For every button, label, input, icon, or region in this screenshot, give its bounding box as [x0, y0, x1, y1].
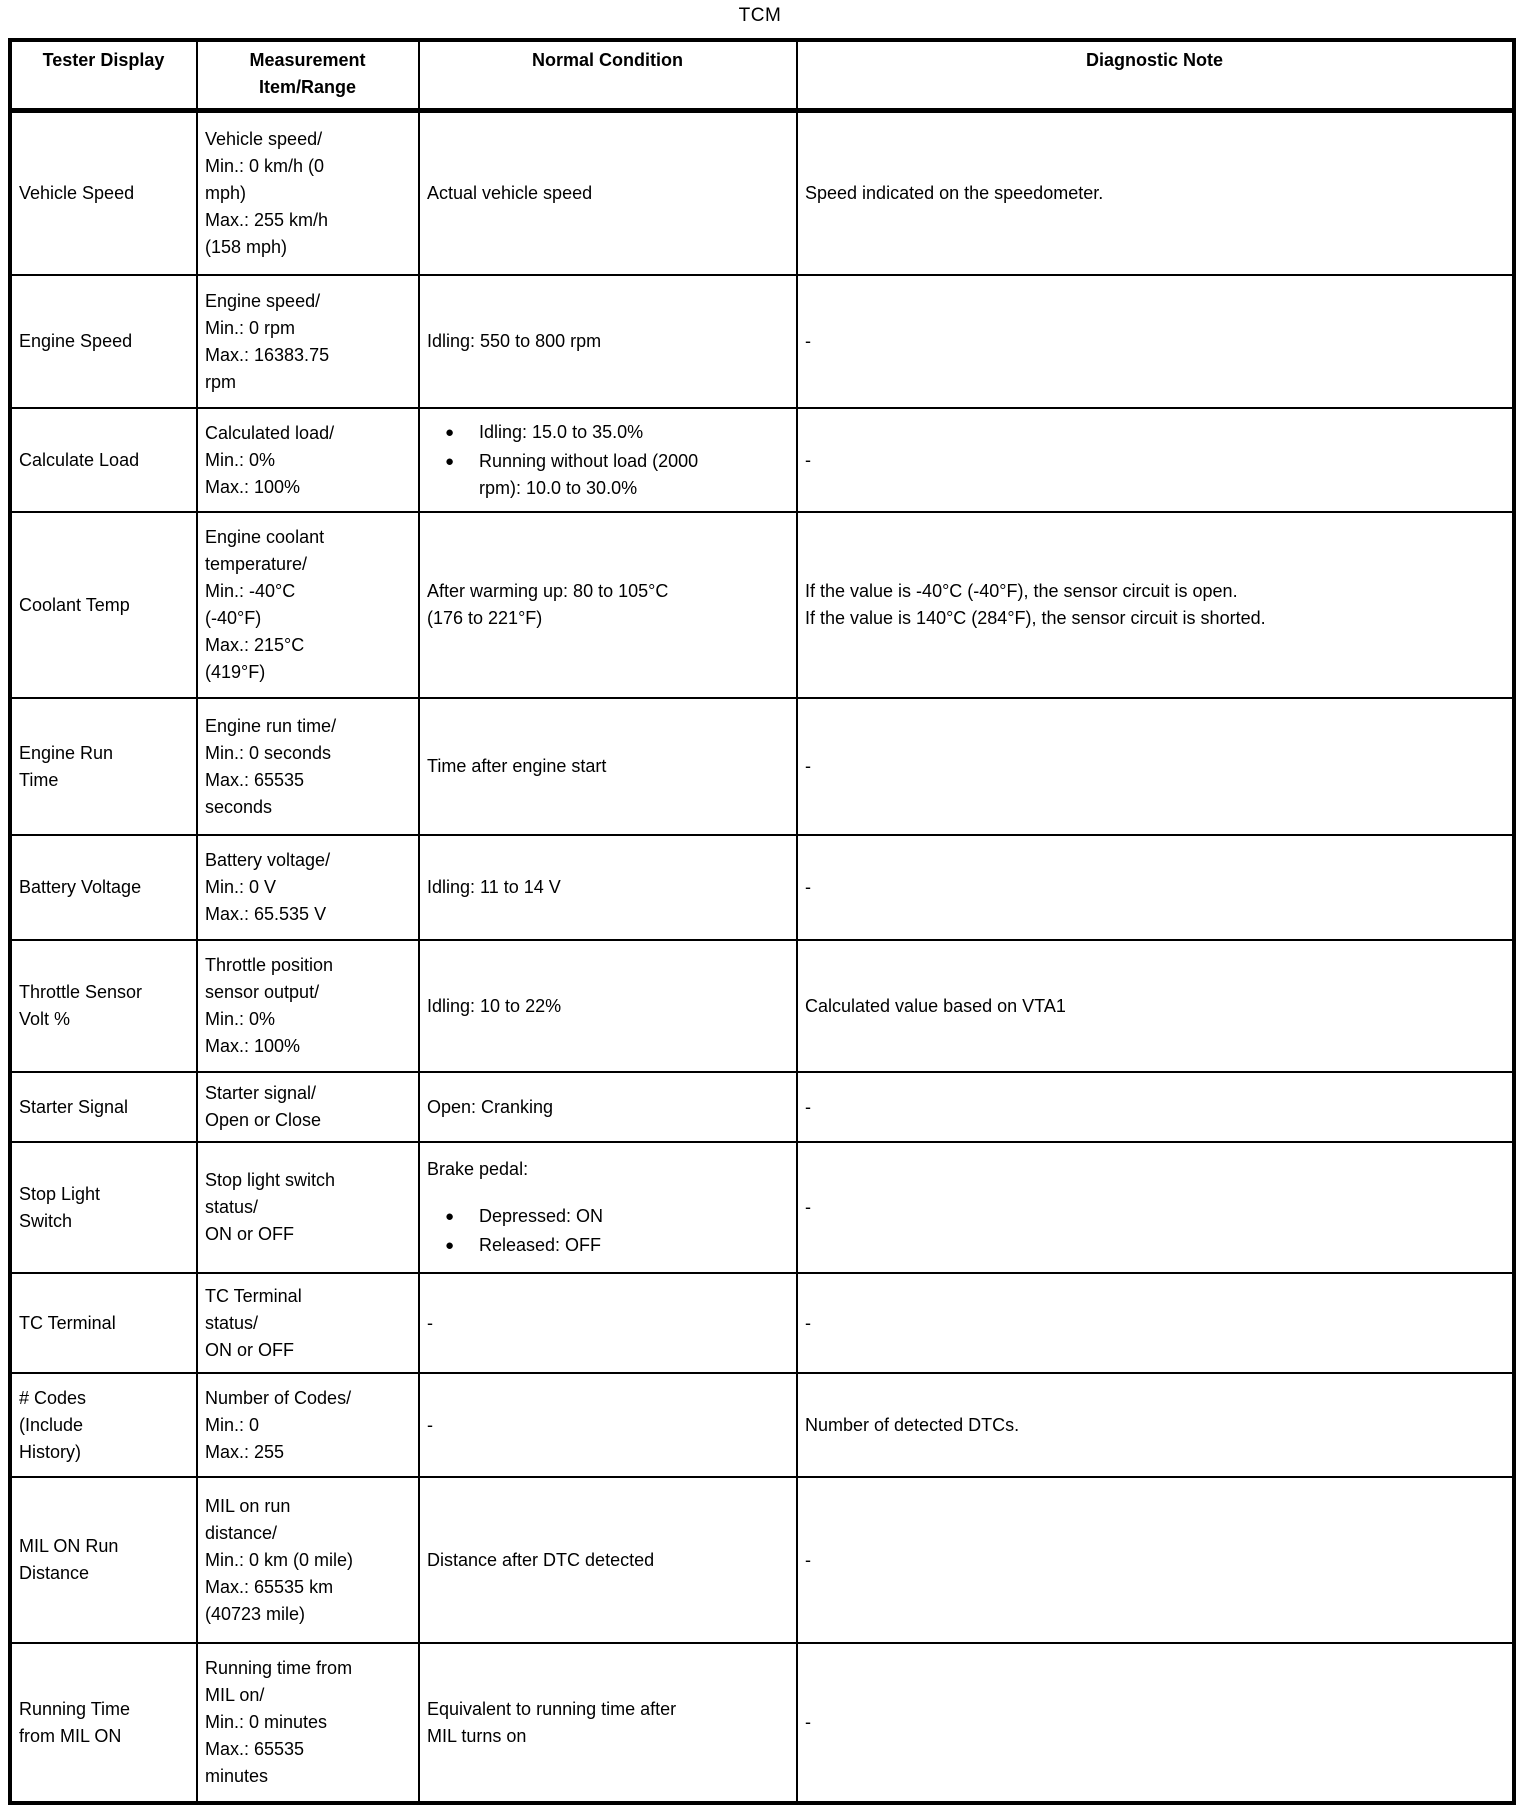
text-line: Idling: 15.0 to 35.0% [479, 421, 644, 442]
cell-measurement-item-range [197, 940, 419, 1072]
text-line: Min.: 0 V [205, 877, 277, 897]
header-cell-diagnostic-note [797, 40, 1514, 110]
cell-diagnostic-note [797, 698, 1514, 835]
text-line: Stop light switch [205, 1170, 336, 1190]
cell-normal-condition [419, 1273, 797, 1373]
text-line: Min.: 0 [205, 1414, 260, 1435]
text-line: Idling: 10 to 22% [427, 995, 562, 1016]
text-line: - [805, 1197, 811, 1217]
bullet-list [427, 419, 788, 502]
text-line: (Include [19, 1414, 84, 1435]
cell-measurement-item-range [197, 1643, 419, 1803]
table-row [10, 275, 1514, 408]
text-line: - [805, 1096, 811, 1117]
cell-diagnostic-note [797, 1643, 1514, 1803]
text-line: MIL on run [205, 1495, 291, 1516]
table-header-row [10, 40, 1514, 110]
cell-diagnostic-note [797, 1142, 1514, 1273]
text-line: Vehicle speed/ [205, 128, 323, 149]
text-line: Normal Condition [532, 50, 683, 70]
table-row [10, 698, 1514, 835]
text-line: Volt % [19, 1009, 71, 1029]
text-line: Running time from [205, 1658, 353, 1678]
text-line: If the value is -40°C (-40°F), the sensor circuit is open. [805, 581, 1238, 601]
text-line: status/ [205, 1312, 259, 1333]
text-line: mph) [205, 182, 247, 203]
text-line: - [805, 1549, 811, 1570]
cell-tester-display [10, 1072, 197, 1142]
bullet-text [479, 419, 643, 446]
text-line: (419°F) [205, 662, 266, 682]
cell-diagnostic-note [797, 110, 1514, 275]
text-line: status/ [205, 1197, 259, 1217]
text-line: Max.: 215°C [205, 635, 305, 655]
text-line: Max.: 65.535 V [205, 904, 327, 924]
text-line: Max.: 65535 km [205, 1576, 334, 1597]
cell-diagnostic-note [797, 1273, 1514, 1373]
text-line: Max.: 100% [205, 1036, 301, 1056]
text-line: (40723 mile) [205, 1603, 306, 1624]
cell-normal-condition [419, 1477, 797, 1643]
text-line: Min.: 0 km/h (0 [205, 155, 325, 176]
table-row [10, 1142, 1514, 1273]
text-line: seconds [205, 796, 273, 817]
text-line: Throttle position [205, 955, 334, 975]
text-line: TC Terminal [205, 1285, 302, 1306]
text-line: Battery voltage/ [205, 850, 331, 870]
table-row [10, 512, 1514, 698]
normal-condition-text [427, 180, 788, 207]
text-line: MIL turns on [427, 1725, 527, 1746]
page-title: TCM [738, 5, 782, 26]
text-line: Max.: 65535 [205, 769, 305, 790]
text-line: TC Terminal [19, 1312, 116, 1333]
table-row [10, 1072, 1514, 1142]
bullet-text [479, 1203, 603, 1230]
text-line: Engine coolant [205, 527, 325, 547]
bullet-icon: ● [445, 452, 455, 470]
cell-tester-display [10, 1273, 197, 1373]
cell-diagnostic-note [797, 1072, 1514, 1142]
text-line: Engine Run [19, 742, 114, 763]
text-line: Min.: 0 km (0 mile) [205, 1549, 354, 1570]
text-line: Min.: 0% [205, 1009, 276, 1029]
text-line: Number of detected DTCs. [805, 1414, 1020, 1435]
cell-tester-display [10, 698, 197, 835]
text-line: - [805, 877, 811, 897]
text-line: Max.: 255 km/h [205, 209, 329, 230]
cell-tester-display [10, 512, 197, 698]
text-line: rpm [205, 371, 236, 392]
text-line: - [805, 1312, 811, 1333]
cell-normal-condition [419, 835, 797, 940]
text-line: Distance after DTC detected [427, 1549, 655, 1570]
cell-measurement-item-range [197, 1273, 419, 1373]
text-line: - [805, 756, 811, 776]
text-line: Min.: -40°C [205, 581, 296, 601]
text-line: Open: Cranking [427, 1096, 554, 1117]
table-body [10, 110, 1514, 1803]
cell-measurement-item-range [197, 1072, 419, 1142]
bullet-text [479, 1232, 601, 1259]
cell-tester-display [10, 940, 197, 1072]
text-line: Min.: 0 seconds [205, 742, 332, 763]
text-line: If the value is 140°C (284°F), the sensor circuit is shorted. [805, 608, 1266, 628]
text-line: (158 mph) [205, 236, 288, 257]
cell-diagnostic-note [797, 512, 1514, 698]
text-line: Engine run time/ [205, 715, 337, 736]
bullet-icon: ● [445, 423, 455, 441]
text-line: Item/Range [258, 77, 357, 97]
normal-condition-text [427, 328, 788, 355]
bullet-icon: ● [445, 1208, 455, 1225]
text-line: Depressed: ON [479, 1206, 604, 1226]
normal-condition-text [427, 1696, 788, 1750]
table-row [10, 1477, 1514, 1643]
cell-tester-display [10, 1643, 197, 1803]
text-line: - [427, 1414, 433, 1435]
text-line: Speed indicated on the speedometer. [805, 182, 1104, 203]
text-line: ON or OFF [205, 1224, 294, 1244]
bullet-list-item [445, 419, 788, 446]
normal-condition-text [427, 1412, 788, 1439]
cell-tester-display [10, 1142, 197, 1273]
normal-condition-text [427, 993, 788, 1020]
text-line: Idling: 11 to 14 V [427, 877, 561, 897]
text-line: Engine speed/ [205, 290, 321, 311]
normal-condition-text [427, 874, 788, 901]
cell-measurement-item-range [197, 1142, 419, 1273]
normal-condition-text [427, 1547, 788, 1574]
text-line: Max.: 255 [205, 1441, 285, 1462]
cell-measurement-item-range [197, 835, 419, 940]
table-row [10, 1643, 1514, 1803]
text-line: Calculated load/ [205, 422, 335, 443]
text-line: Open or Close [205, 1110, 322, 1130]
text-line: # Codes [19, 1387, 87, 1408]
text-line: Actual vehicle speed [427, 182, 593, 203]
text-line: rpm): 10.0 to 30.0% [479, 477, 638, 498]
cell-normal-condition [419, 110, 797, 275]
table-row [10, 1273, 1514, 1373]
text-line: - [805, 449, 811, 470]
text-line: ON or OFF [205, 1339, 294, 1360]
text-line: MIL on/ [205, 1685, 265, 1705]
text-line: Diagnostic Note [1085, 50, 1223, 70]
text-line: Running Time [19, 1698, 131, 1719]
cell-normal-condition [419, 512, 797, 698]
text-line: Distance [19, 1563, 90, 1583]
text-line: After warming up: 80 to 105°C [427, 581, 669, 601]
cell-normal-condition [419, 275, 797, 408]
bullet-list-item [445, 1203, 788, 1230]
text-line: Coolant Temp [19, 594, 130, 615]
text-line: Max.: 16383.75 [205, 344, 330, 365]
header-cell-normal-condition [419, 40, 797, 110]
cell-diagnostic-note [797, 1477, 1514, 1643]
text-line: Switch [19, 1210, 73, 1231]
cell-measurement-item-range [197, 275, 419, 408]
text-line: - [805, 331, 811, 351]
table-row [10, 1373, 1514, 1477]
cell-normal-condition [419, 1643, 797, 1803]
cell-normal-condition [419, 1142, 797, 1273]
text-line: Calculated value based on VTA1 [805, 995, 1066, 1016]
normal-condition-text [427, 1310, 788, 1337]
text-line: Stop Light [19, 1183, 101, 1204]
table-row [10, 835, 1514, 940]
cell-tester-display [10, 275, 197, 408]
text-line: Tester Display [42, 50, 165, 70]
cell-measurement-item-range [197, 698, 419, 835]
text-line: Starter signal/ [205, 1083, 317, 1103]
cell-tester-display [10, 110, 197, 275]
text-line: Released: OFF [479, 1235, 602, 1255]
text-line: Idling: 550 to 800 rpm [427, 331, 602, 351]
tcm-data-table [8, 38, 1516, 1805]
text-line: Throttle Sensor [19, 982, 143, 1002]
text-line: - [427, 1312, 433, 1333]
text-line: sensor output/ [205, 982, 320, 1002]
bullet-list-item [445, 448, 788, 502]
text-line: Measurement [249, 50, 366, 70]
text-line: minutes [205, 1766, 269, 1786]
bullet-list-item [445, 1232, 788, 1259]
text-line: Min.: 0 minutes [205, 1712, 328, 1732]
text-line: - [805, 1712, 811, 1732]
bullet-icon: ● [445, 1237, 455, 1254]
header-cell-measurement [197, 40, 419, 110]
normal-condition-text [427, 753, 788, 780]
text-line: MIL ON Run [19, 1536, 119, 1556]
text-line: from MIL ON [19, 1725, 122, 1746]
text-line: Number of Codes/ [205, 1387, 352, 1408]
bullet-text [479, 448, 698, 502]
table-row [10, 940, 1514, 1072]
text-line: Starter Signal [19, 1096, 129, 1117]
cell-measurement-item-range [197, 110, 419, 275]
cell-tester-display [10, 408, 197, 512]
cell-diagnostic-note [797, 275, 1514, 408]
text-line: Brake pedal: [427, 1159, 529, 1179]
text-line: Max.: 100% [205, 476, 301, 497]
normal-condition-text [427, 1156, 788, 1183]
text-line: Battery Voltage [19, 877, 142, 897]
text-line: Vehicle Speed [19, 182, 135, 203]
normal-condition-text [427, 578, 788, 632]
normal-condition-text [427, 1094, 788, 1121]
text-line: Time after engine start [427, 756, 607, 776]
cell-tester-display [10, 1373, 197, 1477]
cell-diagnostic-note [797, 940, 1514, 1072]
cell-normal-condition [419, 1373, 797, 1477]
text-line: Engine Speed [19, 331, 133, 351]
cell-normal-condition [419, 940, 797, 1072]
cell-measurement-item-range [197, 408, 419, 512]
bullet-list [427, 1203, 788, 1259]
cell-diagnostic-note [797, 408, 1514, 512]
text-line: Time [19, 769, 59, 790]
cell-diagnostic-note [797, 1373, 1514, 1477]
text-line: (-40°F) [205, 608, 262, 628]
text-line: (176 to 221°F) [427, 608, 543, 628]
cell-measurement-item-range [197, 1477, 419, 1643]
cell-tester-display [10, 1477, 197, 1643]
cell-measurement-item-range [197, 512, 419, 698]
text-line: Calculate Load [19, 449, 140, 470]
cell-normal-condition [419, 698, 797, 835]
cell-normal-condition [419, 1072, 797, 1142]
cell-diagnostic-note [797, 835, 1514, 940]
cell-tester-display [10, 835, 197, 940]
text-line: Min.: 0 rpm [205, 317, 296, 338]
table-row [10, 408, 1514, 512]
text-line: History) [19, 1441, 81, 1462]
text-line: Running without load (2000 [479, 450, 699, 471]
text-line: distance/ [205, 1522, 278, 1543]
text-line: Max.: 65535 [205, 1739, 305, 1759]
text-line: temperature/ [205, 554, 308, 574]
cell-measurement-item-range [197, 1373, 419, 1477]
text-line: Min.: 0% [205, 449, 276, 470]
text-line: Equivalent to running time after [427, 1698, 677, 1719]
cell-normal-condition [419, 408, 797, 512]
table-row [10, 110, 1514, 275]
header-cell-tester-display [10, 40, 197, 110]
